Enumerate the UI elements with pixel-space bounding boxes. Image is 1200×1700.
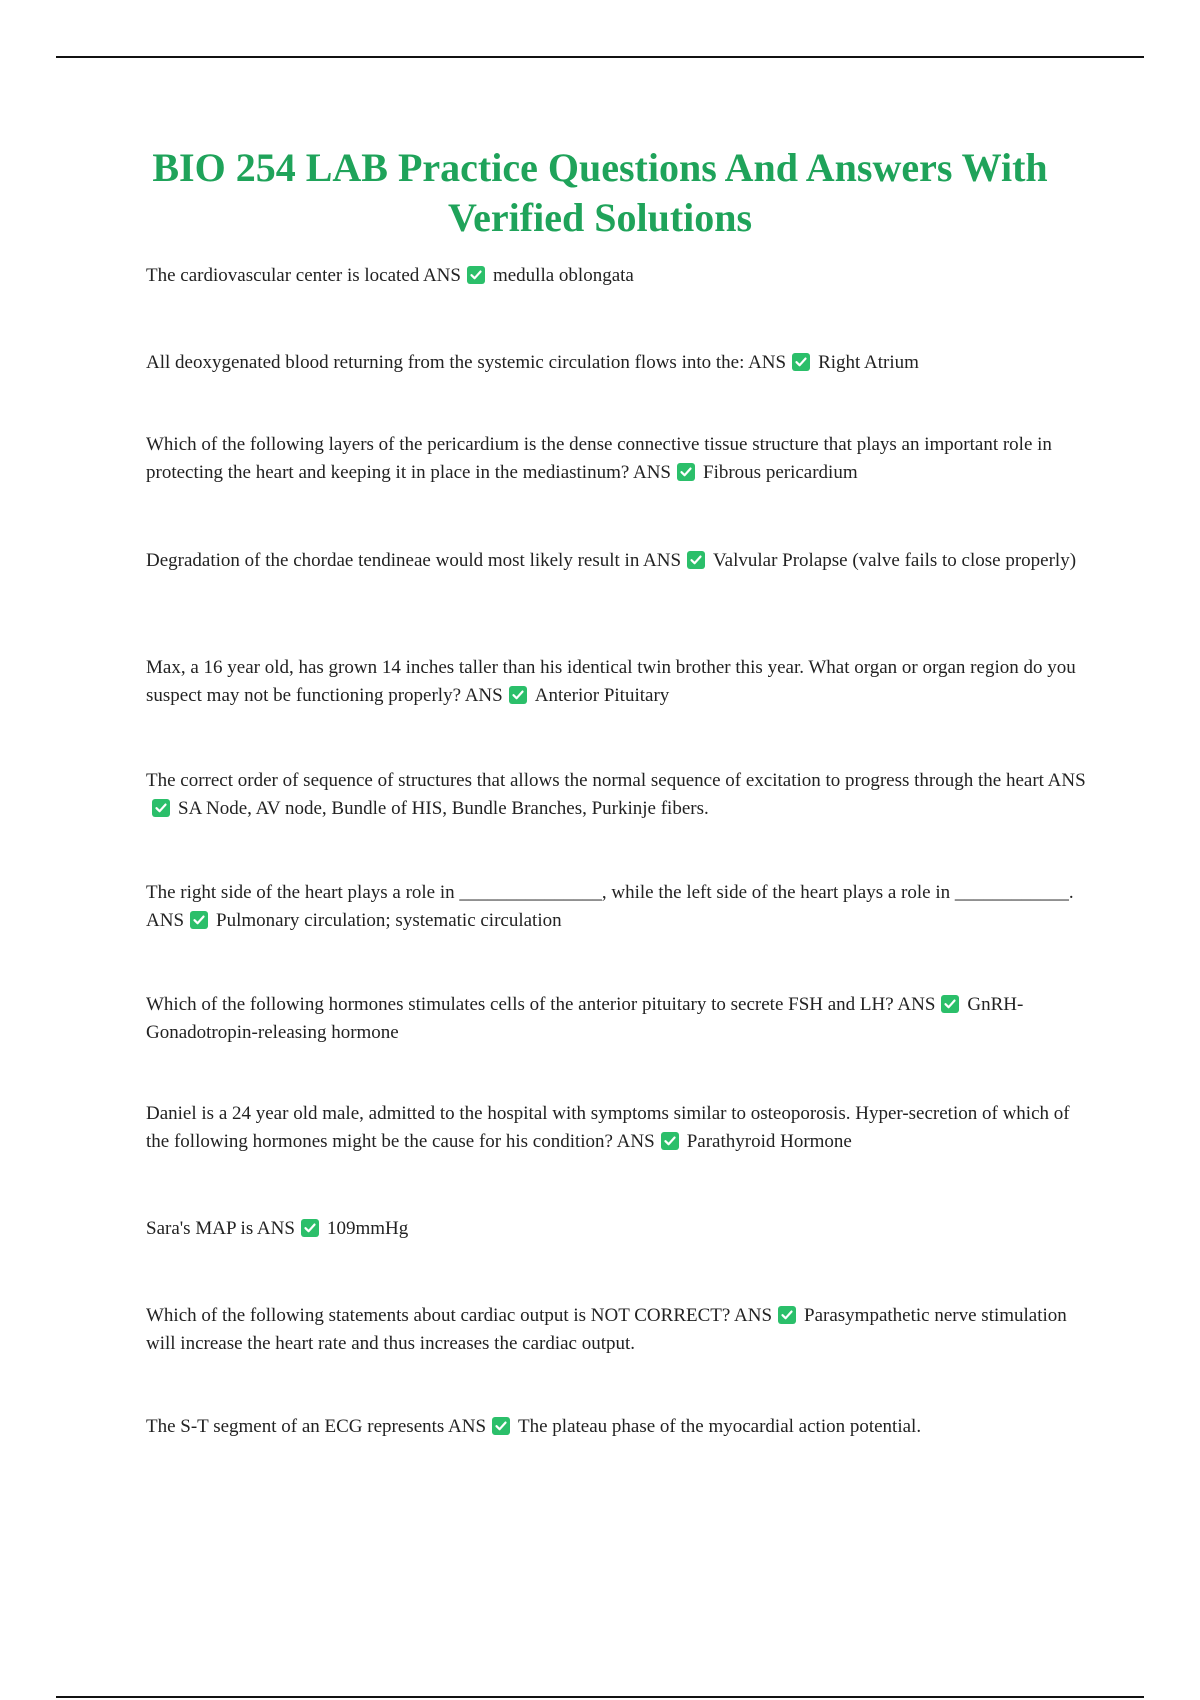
qa-item [146,767,1096,823]
qa-item [146,547,1096,575]
check-box-icon [661,1132,679,1150]
question-text: Sara's MAP is ANS [146,1218,295,1239]
question-text: Degradation of the chordae tendineae would most likely result in ANS [146,550,682,571]
question-text: The cardiovascular center is located ANS [146,265,461,286]
question-text: Which of the following layers of the pericardium is the dense connective tissue structure that plays an important role in protecting the heart and keeping it in place in the mediastinum? ANS [146,434,1052,483]
check-box-icon [792,353,810,371]
question-text: The correct order of sequence of structures that allows the normal sequence of excitation to progress through the heart ANS [146,770,1086,791]
question-text: Which of the following hormones stimulates cells of the anterior pituitary to secrete FSH and LH? ANS [146,994,936,1015]
qa-item [146,431,1096,487]
bottom-rule [56,1696,1144,1698]
check-box-icon [152,799,170,817]
answer-text: Fibrous pericardium [703,462,858,483]
check-box-icon [677,463,695,481]
check-box-icon [687,551,705,569]
question-text: Daniel is a 24 year old male, admitted to the hospital with symptoms similar to osteoporosis. Hyper-secretion of which of the following hormones might be the cause for his condition? ANS [146,1103,1070,1152]
qa-item [146,1302,1096,1358]
answer-text: Parasympathetic nerve stimulation will increase the heart rate and thus increases the cardiac output. [146,1305,1067,1354]
question-text: Max, a 16 year old, has grown 14 inches taller than his identical twin brother this year. What organ or organ region do you suspect may not be functioning properly? ANS [146,657,1076,706]
answer-text: Anterior Pituitary [534,685,670,706]
check-box-icon [941,995,959,1013]
qa-item [146,991,1096,1047]
question-text: The S-T segment of an ECG represents ANS [146,1416,487,1437]
qa-item [146,879,1096,935]
answer-text: SA Node, AV node, Bundle of HIS, Bundle Branches, Purkinje fibers. [178,798,709,819]
check-box-icon [301,1219,319,1237]
qa-item [146,1413,1096,1441]
check-box-icon [509,686,527,704]
answer-text: 109mmHg [326,1218,409,1239]
qa-item [146,262,1096,290]
document-title: BIO 254 LAB Practice Questions And Answers With Verified Solutions [152,145,1048,240]
answer-text: Parathyroid Hormone [686,1131,852,1152]
qa-item [146,1215,1096,1243]
question-text: All deoxygenated blood returning from the systemic circulation flows into the: ANS [146,352,787,373]
check-box-icon [492,1417,510,1435]
answer-text: Pulmonary circulation; systematic circulation [216,910,562,931]
check-box-icon [778,1306,796,1324]
answer-text: Right Atrium [818,352,919,373]
qa-item [146,654,1096,710]
question-text: The right side of the heart plays a role in _______________, while the left side of the heart plays a role in ____________. ANS [146,882,1074,931]
answer-text: The plateau phase of the myocardial action potential. [518,1416,922,1437]
answer-text: Valvular Prolapse (valve fails to close properly) [713,550,1077,571]
check-box-icon [467,266,485,284]
qa-item [146,1100,1096,1156]
question-text: Which of the following statements about cardiac output is NOT CORRECT? ANS [146,1305,773,1326]
check-box-icon [190,911,208,929]
answer-text: medulla oblongata [492,265,634,286]
qa-item [146,349,1096,377]
top-rule [56,56,1144,58]
answer-text: GnRH- Gonadotropin-releasing hormone [146,994,1024,1043]
